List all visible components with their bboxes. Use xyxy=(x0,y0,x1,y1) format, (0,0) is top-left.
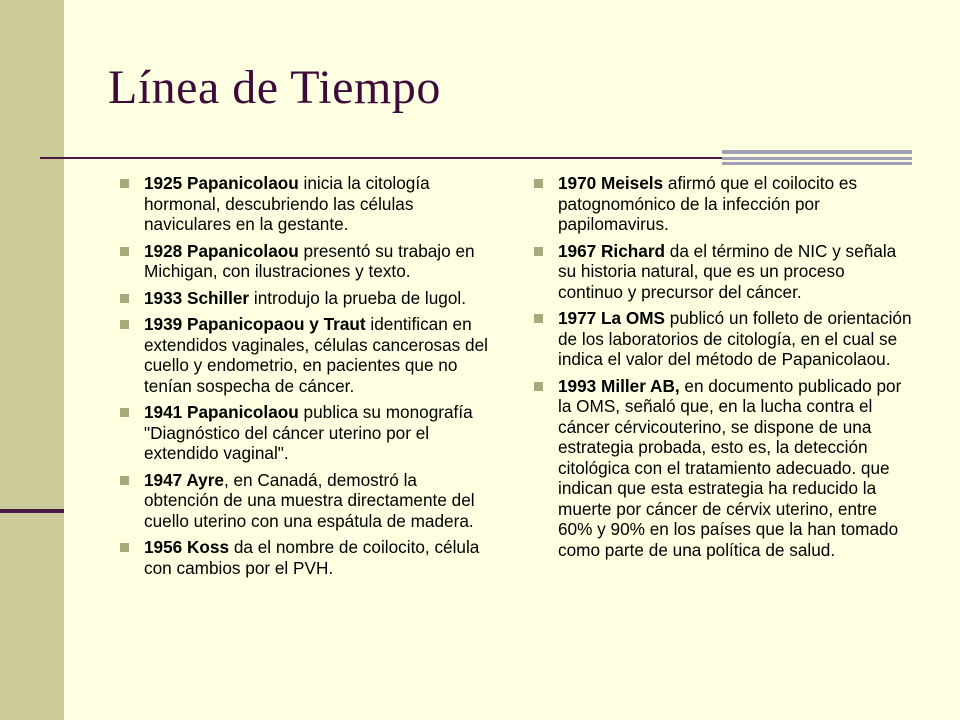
item-text: da el término de NIC y señala su historia natural, que es un proceso continuo y precursor del cáncer. xyxy=(558,240,897,302)
item-text: , en Canadá, demostró la obtención de una muestra directamente del cuello uterino con una espátula de madera. xyxy=(144,469,475,531)
square-bullet-icon xyxy=(120,179,129,188)
list-item xyxy=(120,314,492,396)
item-lead: 1977 La OMS xyxy=(558,308,665,328)
item-lead: 1993 Miller AB, xyxy=(558,375,680,396)
list-item xyxy=(534,376,914,561)
item-lead: 1939 Papanicopaou y Traut xyxy=(144,314,366,334)
item-text: introdujo la prueba de lugol. xyxy=(249,287,467,308)
list-item xyxy=(120,241,492,282)
square-bullet-icon xyxy=(120,408,129,417)
slide-title: Línea de Tiempo xyxy=(108,61,441,114)
list-item xyxy=(120,470,492,532)
square-bullet-icon xyxy=(120,247,129,256)
item-lead: 1967 Richard xyxy=(558,240,666,261)
side-bar-divider xyxy=(0,509,64,513)
list-item xyxy=(534,308,914,370)
list-item xyxy=(534,241,914,303)
list-item xyxy=(120,402,492,464)
item-lead: 1928 Papanicolaou xyxy=(144,240,299,261)
side-bar xyxy=(0,0,64,720)
item-text: publica su monografía "Diagnóstico del cáncer uterino por el extendido vaginal". xyxy=(144,402,473,463)
item-text: da el nombre de coilocito, célula con cambios por el PVH. xyxy=(144,537,480,578)
item-text: inicia la citología hormonal, descubriendo las células naviculares en la gestante. xyxy=(144,173,430,234)
square-bullet-icon xyxy=(120,320,129,329)
title-accent-bars xyxy=(722,150,912,165)
square-bullet-icon xyxy=(534,247,543,256)
list-item xyxy=(534,173,914,235)
item-lead: 1941 Papanicolaou xyxy=(144,402,299,422)
item-text: afirmó que el coilocito es patognomónico de la infección por papilomavirus. xyxy=(558,173,858,234)
item-lead: 1947 Ayre xyxy=(144,469,224,490)
square-bullet-icon xyxy=(120,543,129,552)
square-bullet-icon xyxy=(534,179,543,188)
item-text: identifican en extendidos vaginales, células cancerosas del cuello y endometrio, en pacientes que no tenían sospecha de cáncer. xyxy=(144,314,488,396)
square-bullet-icon xyxy=(120,294,129,303)
square-bullet-icon xyxy=(120,476,129,485)
left-column-list xyxy=(120,173,492,584)
item-text: publicó un folleto de orientación de los laboratorios de citología, en el cual se indica el valor del método de Papanicolaou. xyxy=(558,308,912,369)
list-item xyxy=(120,537,492,578)
right-column-list xyxy=(534,173,914,566)
item-text: en documento publicado por la OMS, señaló que, en la lucha contra el cáncer cérvicouterino, se dispone de una estrategia probada, esto es, la detección citológica con el tratamiento adecuado. que indican que esta estrategia ha reducido la muerte por cáncer de cérvix uterino, entre 60% y 90% en los países que la han tomado como parte de una política de salud. xyxy=(558,375,902,560)
list-item xyxy=(120,173,492,235)
item-lead: 1925 Papanicolaou xyxy=(144,173,299,193)
item-lead: 1956 Koss xyxy=(144,537,230,557)
item-lead: 1970 Meisels xyxy=(558,173,664,193)
item-lead: 1933 Schiller xyxy=(144,287,250,308)
square-bullet-icon xyxy=(534,314,543,323)
item-text: presentó su trabajo en Michigan, con ilustraciones y texto. xyxy=(144,240,475,281)
square-bullet-icon xyxy=(534,382,543,391)
list-item xyxy=(120,288,492,309)
